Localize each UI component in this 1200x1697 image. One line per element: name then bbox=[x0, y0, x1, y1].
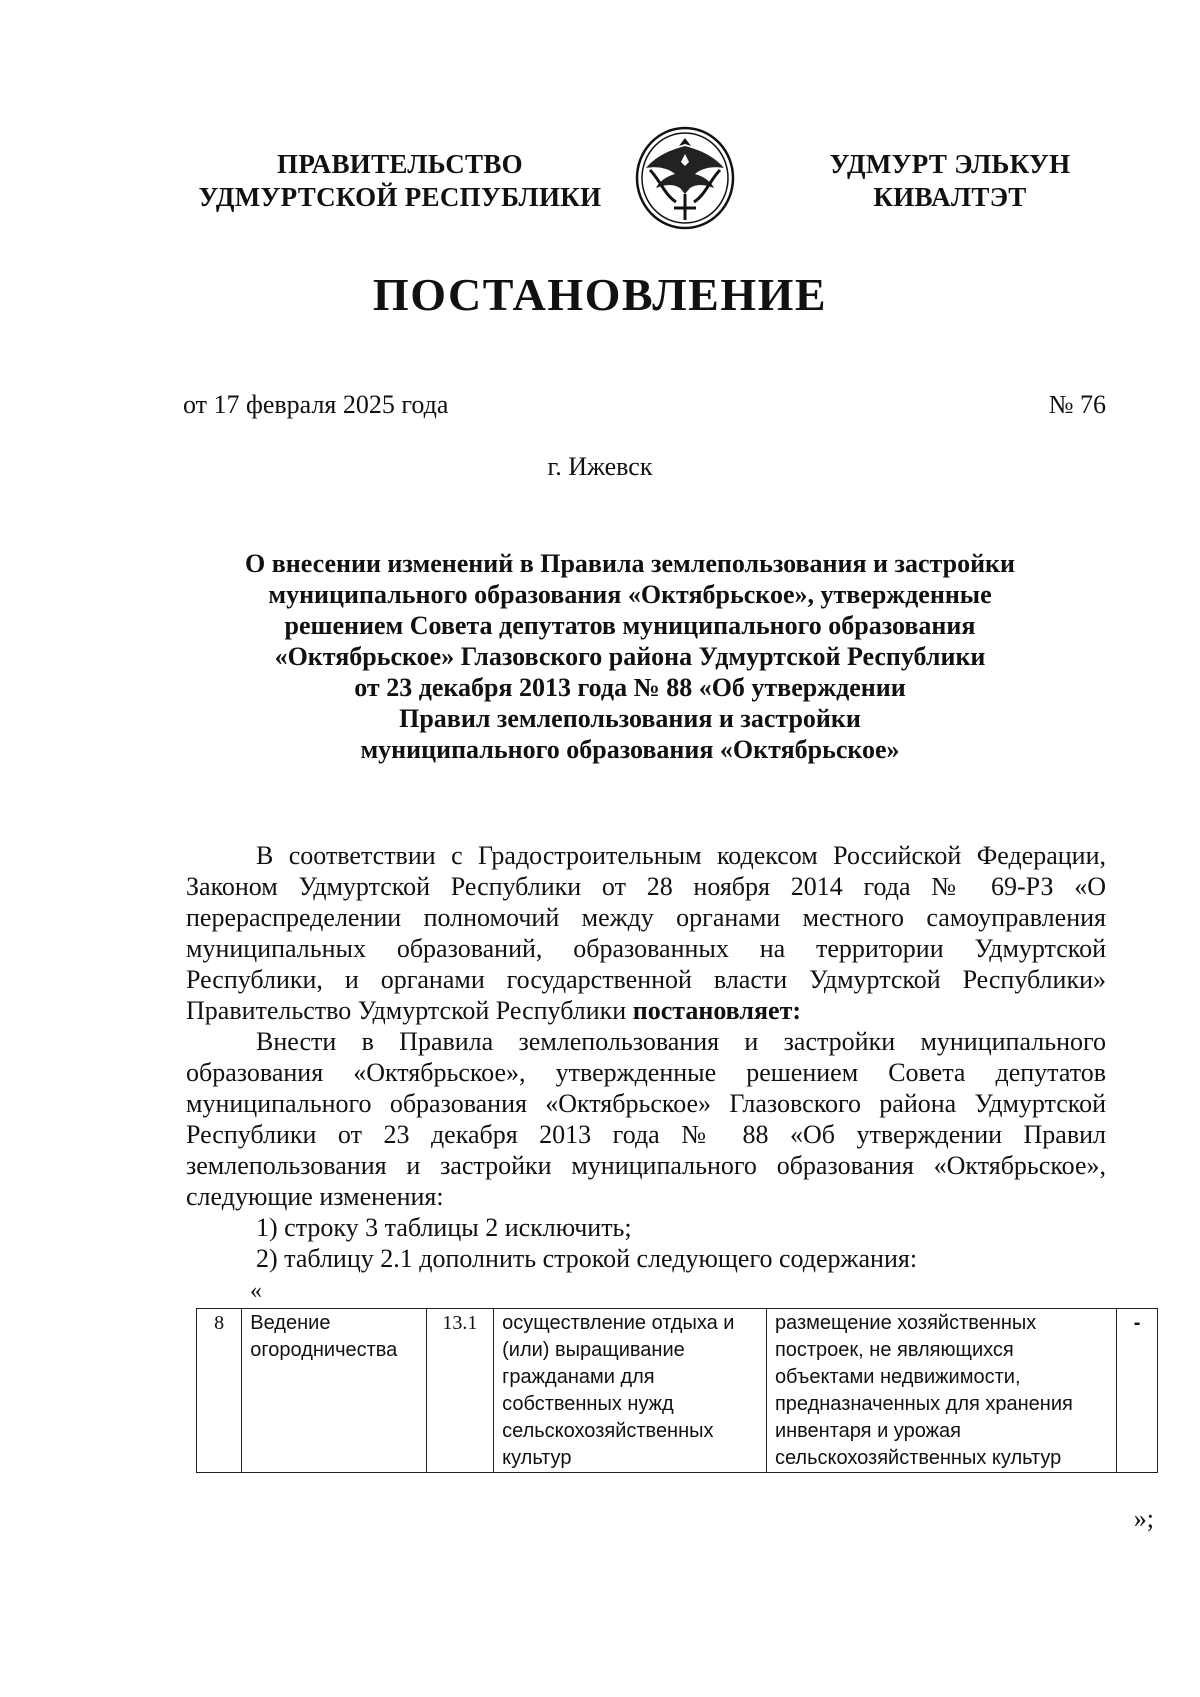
title-line: О внесении изменений в Правила землепользования и застройки bbox=[244, 549, 1016, 578]
document-subject-title bbox=[150, 548, 1110, 765]
cell-dash: - bbox=[1117, 1309, 1158, 1473]
amendment-item-1: 1) строку 3 таблицы 2 исключить; bbox=[256, 1213, 632, 1242]
gov-udm-line2: КИВАЛТЭТ bbox=[873, 182, 1027, 212]
resolves-keyword: постановляет: bbox=[632, 996, 801, 1025]
preamble-text: В соответствии с Градостроительным кодексом Российской Федерации, Законом Удмуртской Республики от 28 ноября 2014 года № 69-РЗ «О перераспределении полномочий между органами местного самоуправления муниципальных образований, образованных на территории Удмуртской Республики, и органами государственной власти Удмуртской Республики» Правительство Удмуртской Республики bbox=[186, 841, 1106, 1025]
preamble-paragraph bbox=[186, 840, 1106, 1026]
table-row bbox=[197, 1309, 1158, 1473]
document-date: от 17 февраля 2025 года bbox=[183, 390, 449, 419]
title-line: муниципального образования «Октябрьское» bbox=[360, 735, 900, 764]
document-city: г. Ижевск bbox=[547, 452, 653, 481]
quote-close-mark: »; bbox=[1133, 1504, 1154, 1533]
gov-ru-line1: ПРАВИТЕЛЬСТВО bbox=[277, 149, 523, 179]
gov-udm-line1: УДМУРТ ЭЛЬКУН bbox=[829, 149, 1071, 179]
amendment-table bbox=[196, 1308, 1158, 1473]
title-line: муниципального образования «Октябрьское», утвержденные bbox=[268, 580, 992, 609]
title-line: от 23 декабря 2013 года № 88 «Об утверждении bbox=[354, 673, 906, 702]
cell-row-number: 8 bbox=[197, 1309, 242, 1473]
document-number: № 76 bbox=[1048, 390, 1106, 419]
cell-use-code: 13.1 bbox=[426, 1309, 493, 1473]
government-name-udmurt bbox=[800, 148, 1100, 214]
amendment-paragraph: Внести в Правила землепользования и застройки муниципального образования «Октябрьское», утвержденные решением Совета депутатов муниципального образования «Октябрьское» Глазовского района Удмуртской Республики от 23 декабря 2013 года № 88 «Об утверждении Правил землепользования и застройки муниципального образования «Октябрьское», следующие изменения: bbox=[186, 1027, 1106, 1211]
title-line: «Октябрьское» Глазовского района Удмуртской Республики bbox=[274, 642, 986, 671]
amendment-item-2: 2) таблицу 2.1 дополнить строкой следующего содержания: bbox=[256, 1244, 918, 1273]
quote-open-mark: « bbox=[250, 1278, 262, 1304]
title-line: Правил землепользования и застройки bbox=[399, 704, 861, 733]
udmurtia-coat-of-arms-icon bbox=[630, 124, 740, 232]
cell-use-name: Ведение огородничества bbox=[242, 1309, 426, 1473]
cell-use-description: осуществление отдыха и (или) выращивание гражданами для собственных нужд сельскохозяйственных культур bbox=[494, 1309, 767, 1473]
gov-ru-line2: УДМУРТСКОЙ РЕСПУБЛИКИ bbox=[198, 182, 602, 212]
document-type-title: ПОСТАНОВЛЕНИЕ bbox=[372, 269, 828, 320]
government-name-russian bbox=[150, 148, 650, 214]
cell-allowed-construction: размещение хозяйственных построек, не являющихся объектами недвижимости, предназначенных для хранения инвентаря и урожая сельскохозяйственных культур bbox=[766, 1309, 1116, 1473]
title-line: решением Совета депутатов муниципального образования bbox=[284, 611, 976, 640]
document-body bbox=[186, 840, 1106, 1274]
